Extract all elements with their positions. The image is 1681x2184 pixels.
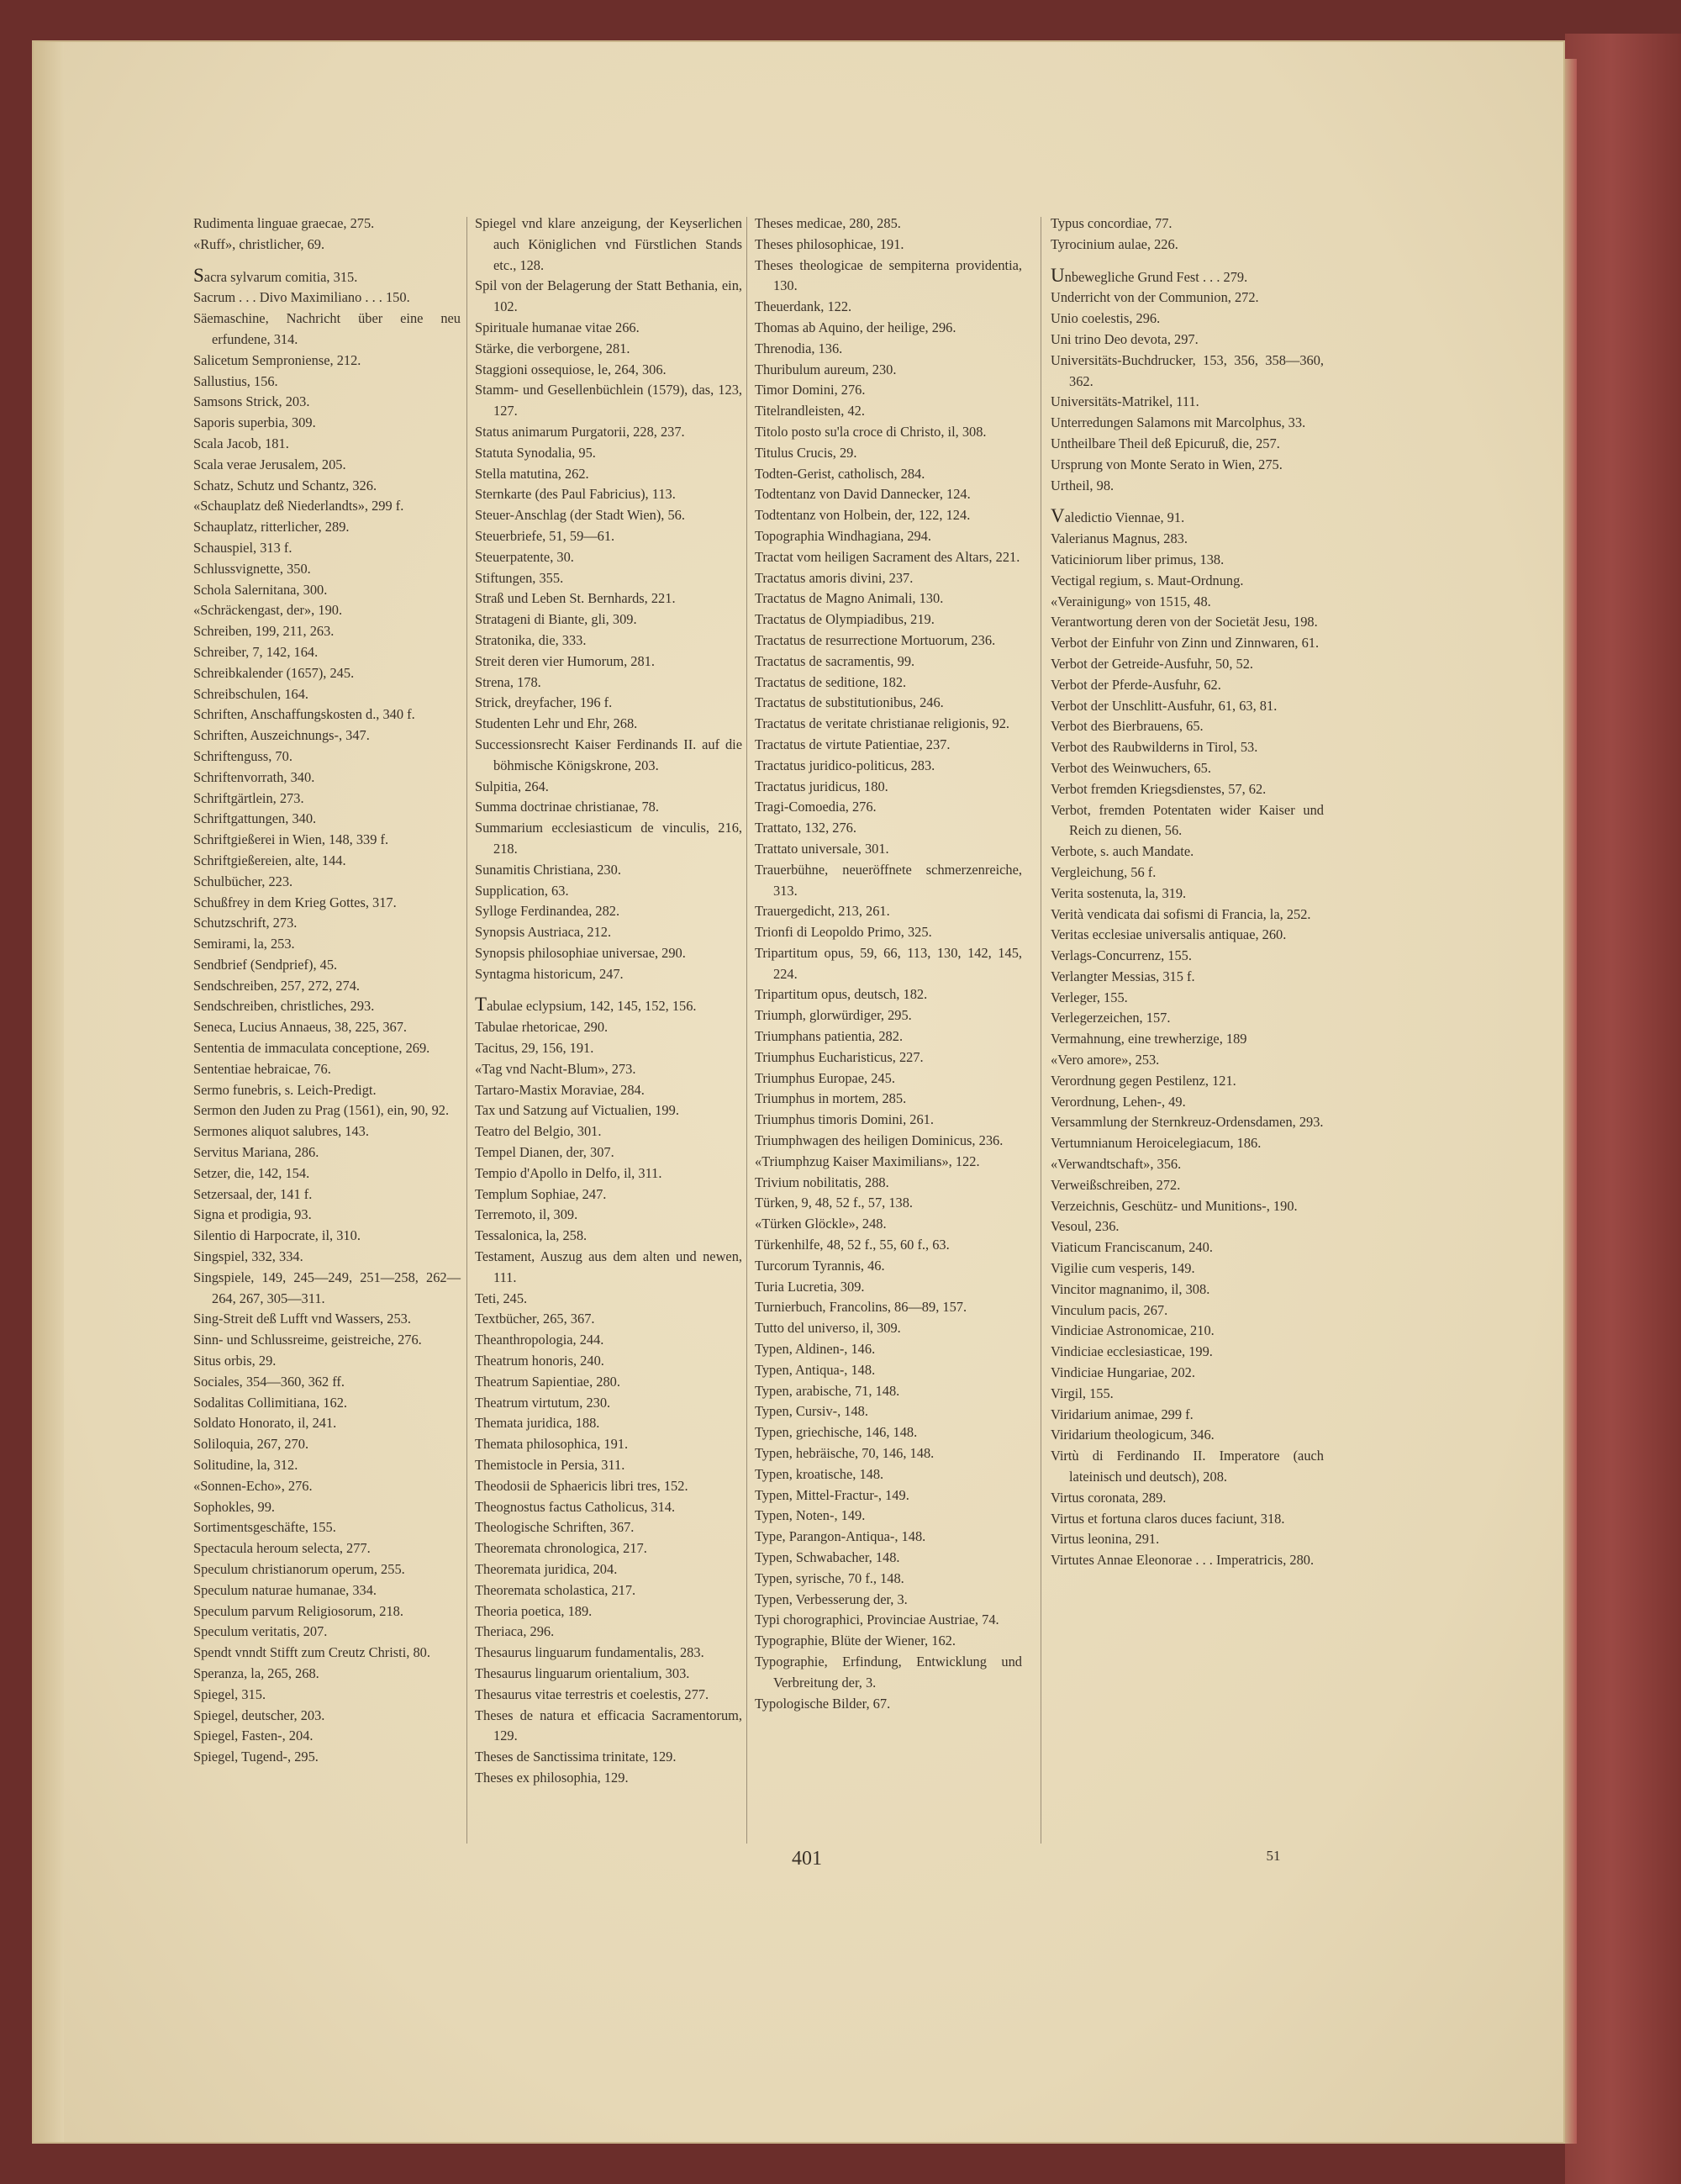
index-entry: Theses de natura et efficacia Sacramentorum, 129. — [475, 1707, 742, 1744]
index-entry: Sententiae hebraicae, 76. — [193, 1060, 331, 1077]
index-entry: Tractatus juridico-politicus, 283. — [755, 757, 935, 773]
index-entry: «Ruff», christlicher, 69. — [193, 235, 325, 252]
index-entry: Stella matutina, 262. — [475, 465, 589, 482]
index-entry: Veritas ecclesiae universalis antiquae, 260. — [1051, 926, 1287, 943]
index-entry: Theses theologicae de sempiterna providentia, 130. — [755, 256, 1022, 294]
index-entry: Steuerpatente, 30. — [475, 548, 574, 565]
index-entry: Teti, 245. — [475, 1290, 528, 1306]
index-entry: Schriften, Auszeichnungs-, 347. — [193, 727, 370, 744]
index-entry: Verlangter Messias, 315 f. — [1051, 968, 1195, 984]
index-entry: Theses medicae, 280, 285. — [755, 215, 901, 231]
index-entry: Steuer-Anschlag (der Stadt Wien), 56. — [475, 507, 685, 524]
index-entry: Sociales, 354—360, 362 ff. — [193, 1373, 345, 1390]
index-entry: Synopsis philosophiae universae, 290. — [475, 944, 686, 961]
index-entry: Vergleichung, 56 f. — [1051, 863, 1157, 880]
index-entry: Tractatus de Magno Animali, 130. — [755, 590, 944, 607]
index-entry: Spil von der Belagerung der Statt Bethania, ein, 102. — [475, 277, 742, 315]
index-entry: Viridarium animae, 299 f. — [1051, 1406, 1194, 1422]
index-entry: Typi chorographici, Provinciae Austriae, 74. — [755, 1612, 999, 1628]
index-entry: Viaticum Franciscanum, 240. — [1051, 1239, 1213, 1256]
index-entry: Theoremata chronologica, 217. — [475, 1540, 647, 1557]
index-entry: Typen, hebräische, 70, 146, 148. — [755, 1445, 935, 1462]
index-entry: Sacrum . . . Divo Maximiliano . . . 150. — [193, 289, 410, 306]
index-entry: Turcorum Tyrannis, 46. — [755, 1257, 885, 1274]
index-entry: Tragi-Comoedia, 276. — [755, 799, 877, 815]
index-entry: Schriftgärtlein, 273. — [193, 789, 304, 806]
index-entry: «Sonnen-Echo», 276. — [193, 1477, 313, 1494]
index-entry: Vesoul, 236. — [1051, 1218, 1120, 1235]
index-entry: Valedictio Viennae, 91. — [1051, 505, 1185, 527]
index-entry: Triumphans patientia, 282. — [755, 1028, 904, 1045]
index-entry: Timor Domini, 276. — [755, 382, 866, 398]
index-entry: Triumphus Europae, 245. — [755, 1069, 895, 1086]
index-entry: Successionsrecht Kaiser Ferdinands II. auf die böhmische Königskrone, 203. — [475, 736, 742, 773]
index-entry: Strena, 178. — [475, 673, 541, 690]
index-entry: Schriftgattungen, 340. — [193, 810, 317, 827]
index-entry: Summa doctrinae christianae, 78. — [475, 799, 659, 815]
index-entry: Unterredungen Salamons mit Marcolphus, 33. — [1051, 414, 1306, 431]
index-entry: Templum Sophiae, 247. — [475, 1185, 607, 1202]
index-entry: Verbot der Pferde-Ausfuhr, 62. — [1051, 676, 1221, 693]
index-entry: Thesaurus vitae terrestris et coelestis, 277. — [475, 1685, 709, 1702]
index-entry: Viridarium theologicum, 346. — [1051, 1427, 1215, 1443]
index-entry: Status animarum Purgatorii, 228, 237. — [475, 423, 685, 440]
index-entry: Spirituale humanae vitae 266. — [475, 319, 640, 335]
index-entry: Summarium ecclesiasticum de vinculis, 216, 218. — [475, 820, 742, 857]
letter-section-gap — [1051, 496, 1324, 508]
index-entry: Tempio d'Apollo in Delfo, il, 311. — [475, 1164, 662, 1181]
index-entry: Streit deren vier Humorum, 281. — [475, 652, 655, 669]
index-entry: Steuerbriefe, 51, 59—61. — [475, 527, 615, 544]
index-entry: Sulpitia, 264. — [475, 778, 549, 794]
index-entry: Unbewegliche Grund Fest . . . 279. — [1051, 264, 1248, 286]
index-entry: Testament, Auszug aus dem alten und newen, 111. — [475, 1248, 742, 1285]
index-entry: Typen, kroatische, 148. — [755, 1465, 884, 1482]
index-entry: Soldato Honorato, il, 241. — [193, 1415, 337, 1432]
index-entry: Servitus Mariana, 286. — [193, 1144, 319, 1161]
index-entry: Theodosii de Sphaericis libri tres, 152. — [475, 1477, 688, 1494]
index-entry: Sinn- und Schlussreime, geistreiche, 276. — [193, 1332, 422, 1348]
index-entry: Samsons Strick, 203. — [193, 393, 310, 410]
index-entry: Tractatus de Olympiadibus, 219. — [755, 611, 935, 628]
index-entry: Tacitus, 29, 156, 191. — [475, 1040, 594, 1057]
index-entry: Tripartitum opus, deutsch, 182. — [755, 986, 928, 1003]
index-entry: Spiegel, deutscher, 203. — [193, 1707, 325, 1723]
index-entry: Sermo funebris, s. Leich-Predigt. — [193, 1081, 377, 1098]
index-entry: Tyrocinium aulae, 226. — [1051, 235, 1178, 252]
index-entry: Tractatus de veritate christianae religionis, 92. — [755, 715, 1009, 732]
index-entry: Sendschreiben, christliches, 293. — [193, 998, 375, 1015]
index-entry: Typographie, Blüte der Wiener, 162. — [755, 1633, 956, 1649]
index-entry: Schreibschulen, 164. — [193, 685, 309, 702]
index-entry: «Schräckengast, der», 190. — [193, 602, 343, 619]
index-entry: Säemaschine, Nachricht über eine neu erfundene, 314. — [193, 310, 461, 347]
index-entry: Schreiben, 199, 211, 263. — [193, 623, 335, 640]
index-entry: Vigilie cum vesperis, 149. — [1051, 1260, 1195, 1277]
index-entry: Saporis superbia, 309. — [193, 414, 316, 431]
index-entry: Trivium nobilitatis, 288. — [755, 1174, 889, 1190]
index-entry: Typen, griechische, 146, 148. — [755, 1424, 918, 1441]
index-entry: Triumphus Eucharisticus, 227. — [755, 1048, 924, 1065]
index-entry: Trauergedicht, 213, 261. — [755, 903, 890, 920]
index-entry: Typen, Aldinen-, 146. — [755, 1341, 876, 1358]
index-entry: Titulus Crucis, 29. — [755, 444, 857, 461]
index-entry: Tutto del universo, il, 309. — [755, 1320, 901, 1337]
index-entry: Schulbücher, 223. — [193, 873, 293, 889]
index-entry: Ursprung von Monte Serato in Wien, 275. — [1051, 456, 1283, 472]
index-entry: Spectacula heroum selecta, 277. — [193, 1540, 371, 1557]
index-entry: Tractatus de substitutionibus, 246. — [755, 694, 944, 711]
index-entry: Todten-Gerist, catholisch, 284. — [755, 465, 925, 482]
index-entry: Spendt vnndt Stifft zum Creutz Christi, 80. — [193, 1644, 430, 1661]
index-entry: Stiftungen, 355. — [475, 569, 564, 586]
index-entry: Syntagma historicum, 247. — [475, 965, 624, 982]
index-entry: Tractatus juridicus, 180. — [755, 778, 888, 794]
index-entry: Triumph, glorwürdiger, 295. — [755, 1007, 912, 1024]
index-entry: Tartaro-Mastix Moraviae, 284. — [475, 1081, 645, 1098]
index-entry: Schriftgießereien, alte, 144. — [193, 852, 346, 868]
index-entry: Thesaurus linguarum fundamentalis, 283. — [475, 1644, 704, 1661]
index-entry: Statuta Synodalia, 95. — [475, 444, 596, 461]
index-entry: Triumphus timoris Domini, 261. — [755, 1111, 934, 1128]
index-entry: Unio coelestis, 296. — [1051, 310, 1161, 327]
index-entry: Türkenhilfe, 48, 52 f., 55, 60 f., 63. — [755, 1237, 950, 1253]
index-entry: Theoremata juridica, 204. — [475, 1561, 618, 1577]
index-entry: Verbot des Bierbrauens, 65. — [1051, 718, 1204, 735]
index-entry: Textbücher, 265, 367. — [475, 1311, 595, 1327]
index-entry: Theoria poetica, 189. — [475, 1602, 593, 1619]
index-entry: Schriften, Anschaffungskosten d., 340 f. — [193, 706, 415, 723]
index-entry: Titolo posto su'la croce di Christo, il, 308. — [755, 423, 987, 440]
index-entry: Themata juridica, 188. — [475, 1415, 600, 1432]
index-entry: Sternkarte (des Paul Fabricius), 113. — [475, 486, 676, 503]
index-entry: Stamm- und Gesellenbüchlein (1579), das, 123, 127. — [475, 382, 742, 419]
index-entry: Sallustius, 156. — [193, 372, 278, 389]
index-entry: Speculum veritatis, 207. — [193, 1623, 328, 1640]
index-entry: Vincitor magnanimo, il, 308. — [1051, 1280, 1210, 1297]
index-entry: Staggioni ossequiose, le, 264, 306. — [475, 361, 667, 377]
index-entry: Singspiele, 149, 245—249, 251—258, 262—264, 267, 305—311. — [193, 1269, 461, 1306]
index-entry: Schatz, Schutz und Schantz, 326. — [193, 477, 377, 493]
index-entry: Trattato universale, 301. — [755, 840, 889, 857]
index-entry: Sodalitas Collimitiana, 162. — [193, 1394, 348, 1411]
index-entry: Typologische Bilder, 67. — [755, 1695, 891, 1712]
index-entry: Vertumnianum Heroicelegiacum, 186. — [1051, 1135, 1262, 1152]
index-entry: «Vero amore», 253. — [1051, 1052, 1160, 1068]
index-entry: Tractatus de sacramentis, 99. — [755, 652, 915, 669]
index-entry: Semirami, la, 253. — [193, 936, 295, 952]
index-entry: Triumphwagen des heiligen Dominicus, 236. — [755, 1132, 1004, 1149]
index-entry: Vindiciae Hungariae, 202. — [1051, 1364, 1195, 1381]
column-rule — [466, 217, 467, 1844]
index-entry: Valerianus Magnus, 283. — [1051, 530, 1188, 547]
index-entry: Virgil, 155. — [1051, 1385, 1114, 1401]
index-entry: Sylloge Ferdinandea, 282. — [475, 903, 620, 920]
index-entry: Vermahnung, eine trewherzige, 189 — [1051, 1031, 1247, 1047]
index-entry: Straß und Leben St. Bernhards, 221. — [475, 590, 676, 607]
index-entry: Sendschreiben, 257, 272, 274. — [193, 977, 361, 994]
index-entry: Tractat vom heiligen Sacrament des Altars, 221. — [755, 548, 1020, 565]
index-entry: Theognostus factus Catholicus, 314. — [475, 1498, 676, 1515]
index-entry: «Triumphzug Kaiser Maximilians», 122. — [755, 1153, 980, 1169]
index-entry: Teatro del Belgio, 301. — [475, 1123, 602, 1140]
index-entry: Typographie, Erfindung, Entwicklung und Verbreitung der, 3. — [755, 1653, 1022, 1691]
index-entry: Sortimentsgeschäfte, 155. — [193, 1519, 336, 1536]
index-entry: Virtù di Ferdinando II. Imperatore (auch lateinisch und deutsch), 208. — [1051, 1448, 1324, 1485]
index-entry: Schreiber, 7, 142, 164. — [193, 643, 319, 660]
index-entry: Situs orbis, 29. — [193, 1353, 277, 1369]
index-entry: Theses de Sanctissima trinitate, 129. — [475, 1749, 677, 1765]
index-entry: Theoremata scholastica, 217. — [475, 1581, 636, 1598]
index-entry: Schriftenvorrath, 340. — [193, 768, 315, 785]
index-entry: Speranza, la, 265, 268. — [193, 1664, 319, 1681]
index-entry: Typen, Schwabacher, 148. — [755, 1549, 900, 1565]
index-entry: Verbote, s. auch Mandate. — [1051, 843, 1194, 860]
index-entry: Tractatus de virtute Patientiae, 237. — [755, 736, 951, 752]
index-entry: Rudimenta linguae graecae, 275. — [193, 215, 375, 231]
index-entry: Typen, Verbesserung der, 3. — [755, 1591, 908, 1607]
index-entry: Theriaca, 296. — [475, 1623, 555, 1640]
index-entry: Theatrum virtutum, 230. — [475, 1394, 611, 1411]
index-entry: Seneca, Lucius Annaeus, 38, 225, 367. — [193, 1019, 408, 1036]
index-entry: Verlags-Concurrenz, 155. — [1051, 947, 1192, 964]
index-entry: Sunamitis Christiana, 230. — [475, 861, 621, 878]
index-entry: Spiegel vnd klare anzeigung, der Keyserlichen auch Königlichen vnd Fürstlichen Stands etc., 128. — [475, 215, 742, 273]
index-entry: Themistocle in Persia, 311. — [475, 1457, 625, 1474]
index-column-2 — [475, 214, 742, 1789]
index-entry: Schriftenguss, 70. — [193, 747, 292, 764]
index-entry: Virtus coronata, 289. — [1051, 1489, 1167, 1506]
index-entry: Speculum parvum Religiosorum, 218. — [193, 1602, 403, 1619]
index-entry: Theatrum Sapientiae, 280. — [475, 1373, 620, 1390]
index-entry: Setzersaal, der, 141 f. — [193, 1185, 313, 1202]
index-entry: «Verainigung» von 1515, 48. — [1051, 593, 1211, 609]
index-entry: Virtus leonina, 291. — [1051, 1531, 1160, 1548]
index-entry: Trionfi di Leopoldo Primo, 325. — [755, 924, 932, 941]
index-entry: Vectigal regium, s. Maut-Ordnung. — [1051, 572, 1244, 588]
index-entry: Schola Salernitana, 300. — [193, 581, 328, 598]
index-entry: Verità vendicata dai sofismi di Francia, la, 252. — [1051, 905, 1311, 922]
index-entry: Todtentanz von David Dannecker, 124. — [755, 486, 971, 503]
index-entry: Verbot, fremden Potentaten wider Kaiser und Reich zu dienen, 56. — [1051, 801, 1324, 839]
column-rule — [746, 217, 747, 1844]
index-entry: Schriftgießerei in Wien, 148, 339 f. — [193, 831, 389, 848]
index-entry: Tabulae rhetoricae, 290. — [475, 1019, 609, 1036]
index-entry: Typen, Cursiv-, 148. — [755, 1403, 868, 1420]
index-entry: Themata philosophica, 191. — [475, 1436, 629, 1453]
index-entry: Verantwortung deren von der Societät Jesu, 198. — [1051, 614, 1318, 630]
index-entry: Theologische Schriften, 367. — [475, 1519, 635, 1536]
index-entry: Theuerdank, 122. — [755, 298, 852, 315]
index-entry: Urtheil, 98. — [1051, 477, 1115, 493]
index-entry: Triumphus in mortem, 285. — [755, 1090, 907, 1107]
index-entry: Typus concordiae, 77. — [1051, 215, 1172, 231]
index-entry: Uni trino Deo devota, 297. — [1051, 330, 1199, 347]
index-entry: Tabulae eclypsium, 142, 145, 152, 156. — [475, 994, 697, 1016]
index-entry: Schußfrey in dem Krieg Gottes, 317. — [193, 894, 397, 910]
index-entry: Singspiel, 332, 334. — [193, 1248, 303, 1265]
secondary-page-number: 51 — [1266, 1848, 1281, 1864]
index-entry: Theses ex philosophia, 129. — [475, 1769, 629, 1786]
index-entry: Schauplatz, ritterlicher, 289. — [193, 519, 350, 535]
index-entry: Universitäts-Matrikel, 111. — [1051, 393, 1199, 410]
index-entry: Terremoto, il, 309. — [475, 1206, 578, 1223]
index-entry: «Tag vnd Nacht-Blum», 273. — [475, 1060, 636, 1077]
index-entry: Sermon den Juden zu Prag (1561), ein, 90, 92. — [193, 1102, 450, 1119]
index-entry: Verbot des Weinwuchers, 65. — [1051, 759, 1211, 776]
index-entry: Typen, Mittel-Fractur-, 149. — [755, 1486, 909, 1503]
index-entry: Signa et prodigia, 93. — [193, 1206, 312, 1223]
index-entry: Typen, Antiqua-, 148. — [755, 1361, 876, 1378]
index-entry: Strick, dreyfacher, 196 f. — [475, 694, 613, 711]
index-entry: Spiegel, Tugend-, 295. — [193, 1749, 319, 1765]
index-entry: Sermones aliquot salubres, 143. — [193, 1123, 369, 1140]
index-entry: Thuribulum aureum, 230. — [755, 361, 897, 377]
index-entry: Verweißschreiben, 272. — [1051, 1176, 1181, 1193]
index-entry: Verbot fremden Kriegsdienstes, 57, 62. — [1051, 780, 1267, 797]
index-entry: Untheilbare Theil deß Epicuruß, die, 257. — [1051, 435, 1280, 451]
index-entry: Turia Lucretia, 309. — [755, 1278, 865, 1295]
index-entry: Vindiciae Astronomicae, 210. — [1051, 1322, 1215, 1339]
index-entry: Theanthropologia, 244. — [475, 1332, 604, 1348]
index-entry: Vindiciae ecclesiasticae, 199. — [1051, 1343, 1213, 1360]
index-entry: «Türken Glöckle», 248. — [755, 1216, 887, 1232]
index-entry: Sophokles, 99. — [193, 1498, 275, 1515]
index-entry: Sententia de immaculata conceptione, 269. — [193, 1040, 430, 1057]
index-entry: Typen, syrische, 70 f., 148. — [755, 1569, 904, 1586]
index-entry: Theses philosophicae, 191. — [755, 235, 904, 252]
index-entry: Type, Parangon-Antiqua-, 148. — [755, 1528, 926, 1545]
index-entry: Sing-Streit deß Lufft vnd Wassers, 253. — [193, 1311, 411, 1327]
index-entry: Verita sostenuta, la, 319. — [1051, 884, 1187, 901]
page-gutter — [34, 42, 64, 2142]
index-entry: Threnodia, 136. — [755, 340, 843, 356]
index-entry: Theatrum honoris, 240. — [475, 1353, 604, 1369]
index-entry: Silentio di Harpocrate, il, 310. — [193, 1227, 361, 1244]
index-entry: Tractatus amoris divini, 237. — [755, 569, 914, 586]
index-entry: Stratageni di Biante, gli, 309. — [475, 611, 637, 628]
index-entry: Thesaurus linguarum orientalium, 303. — [475, 1664, 690, 1681]
index-entry: Schutzschrift, 273. — [193, 915, 298, 931]
index-entry: Thomas ab Aquino, der heilige, 296. — [755, 319, 956, 335]
index-entry: Stratonika, die, 333. — [475, 631, 587, 648]
index-entry: Scala verae Jerusalem, 205. — [193, 456, 346, 472]
index-entry: Spiegel, 315. — [193, 1685, 266, 1702]
index-entry: Soliloquia, 267, 270. — [193, 1436, 309, 1453]
index-entry: Vinculum pacis, 267. — [1051, 1301, 1168, 1318]
index-entry: Schauspiel, 313 f. — [193, 539, 292, 556]
book-cover-edge — [1565, 34, 1681, 2184]
index-entry: Trauerbühne, neueröffnete schmerzenreiche, 313. — [755, 861, 1022, 899]
letter-section-gap — [1051, 256, 1324, 267]
index-entry: Titelrandleisten, 42. — [755, 403, 865, 419]
index-entry: Turnierbuch, Francolins, 86—89, 157. — [755, 1299, 967, 1316]
index-entry: Verzeichnis, Geschütz- und Munitions-, 190. — [1051, 1197, 1298, 1214]
index-entry: Setzer, die, 142, 154. — [193, 1164, 310, 1181]
index-entry: Verbot der Getreide-Ausfuhr, 50, 52. — [1051, 655, 1254, 672]
index-entry: Scala Jacob, 181. — [193, 435, 289, 451]
index-entry: Underricht von der Communion, 272. — [1051, 289, 1259, 306]
index-entry: Türken, 9, 48, 52 f., 57, 138. — [755, 1195, 914, 1211]
index-entry: Schlussvignette, 350. — [193, 560, 311, 577]
index-column-3 — [755, 214, 1022, 1714]
index-entry: Verbot der Einfuhr von Zinn und Zinnwaren, 61. — [1051, 635, 1320, 652]
index-entry: Typen, Noten-, 149. — [755, 1507, 866, 1524]
index-entry: Vaticiniorum liber primus, 138. — [1051, 551, 1225, 567]
index-entry: Verbot des Raubwilderns in Tirol, 53. — [1051, 739, 1258, 756]
index-entry: Tessalonica, la, 258. — [475, 1227, 588, 1244]
index-entry: Tractatus de seditione, 182. — [755, 673, 907, 690]
letter-section-gap — [475, 984, 742, 996]
index-entry: Verbot der Unschlitt-Ausfuhr, 61, 63, 81. — [1051, 697, 1278, 714]
index-entry: Tax und Satzung auf Victualien, 199. — [475, 1102, 679, 1119]
index-entry: Sacra sylvarum comitia, 315. — [193, 264, 358, 286]
index-entry: Tempel Dianen, der, 307. — [475, 1144, 614, 1161]
index-entry: Stärke, die verborgene, 281. — [475, 340, 630, 356]
index-entry: Spiegel, Fasten-, 204. — [193, 1728, 314, 1744]
letter-section-gap — [193, 256, 461, 267]
index-entry: Verleger, 155. — [1051, 989, 1128, 1005]
index-entry: Verordnung, Lehen-, 49. — [1051, 1093, 1186, 1110]
index-entry: Synopsis Austriaca, 212. — [475, 924, 612, 941]
index-entry: Topographia Windhagiana, 294. — [755, 527, 932, 544]
index-entry: «Schauplatz deß Niederlandts», 299 f. — [193, 498, 404, 514]
index-entry: Universitäts-Buchdrucker, 153, 356, 358—360, 362. — [1051, 351, 1324, 389]
index-column-4 — [1051, 214, 1324, 1571]
index-entry: Verordnung gegen Pestilenz, 121. — [1051, 1072, 1236, 1089]
index-entry: Studenten Lehr und Ehr, 268. — [475, 715, 638, 732]
index-entry: Tractatus de resurrectione Mortuorum, 236. — [755, 631, 996, 648]
index-entry: Tripartitum opus, 59, 66, 113, 130, 142, 145, 224. — [755, 944, 1022, 982]
index-entry: Solitudine, la, 312. — [193, 1457, 298, 1474]
index-entry: Sendbrief (Sendprief), 45. — [193, 956, 338, 973]
index-column-1 — [193, 214, 461, 1768]
page-number: 401 — [792, 1848, 822, 1870]
index-entry: Versammlung der Sternkreuz-Ordensdamen, 293. — [1051, 1114, 1324, 1131]
index-entry: Typen, arabische, 71, 148. — [755, 1382, 900, 1399]
index-entry: Supplication, 63. — [475, 882, 569, 899]
index-entry: Virtutes Annae Eleonorae . . . Imperatricis, 280. — [1051, 1552, 1315, 1569]
index-entry: Salicetum Semproniense, 212. — [193, 351, 361, 368]
index-entry: Speculum christianorum operum, 255. — [193, 1561, 405, 1577]
index-entry: «Verwandtschaft», 356. — [1051, 1156, 1182, 1173]
index-entry: Todtentanz von Holbein, der, 122, 124. — [755, 507, 971, 524]
index-entry: Verlegerzeichen, 157. — [1051, 1010, 1171, 1026]
index-entry: Speculum naturae humanae, 334. — [193, 1581, 377, 1598]
index-entry: Trattato, 132, 276. — [755, 820, 856, 836]
index-entry: Schreibkalender (1657), 245. — [193, 664, 355, 681]
index-entry: Virtus et fortuna claros duces faciunt, 318. — [1051, 1510, 1285, 1527]
